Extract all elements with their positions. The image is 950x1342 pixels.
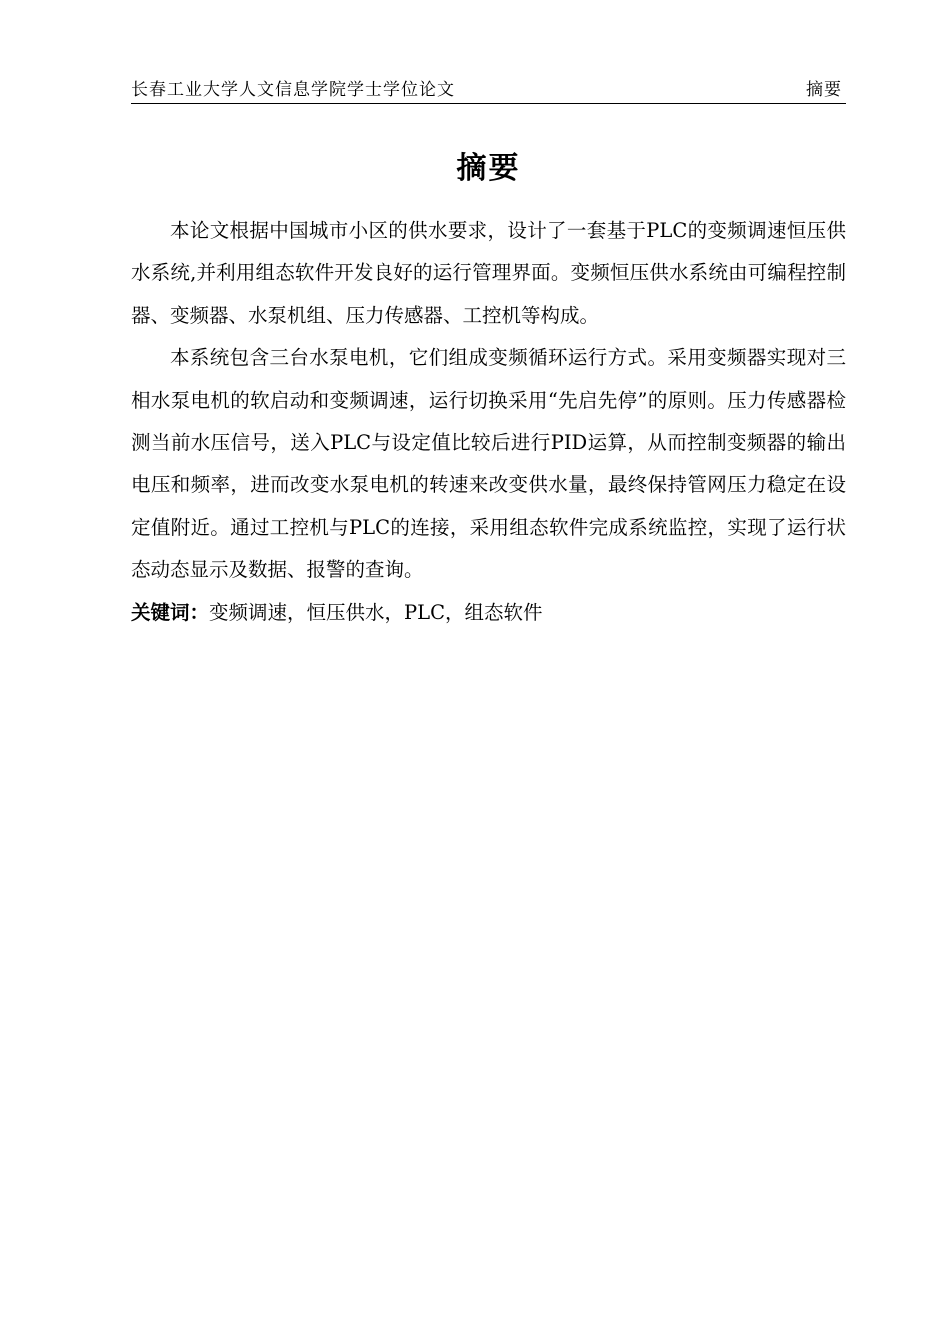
header-section-name: 摘要: [806, 80, 842, 100]
abstract-title: 摘要: [456, 151, 521, 186]
page-header: [131, 78, 846, 104]
keywords-line: [131, 592, 846, 634]
abstract-body: [131, 210, 846, 634]
abstract-paragraph-2: 本系统包含三台水泵电机，它们组成变频循环运行方式。采用变频器实现对三相水泵电机的软启动和变频调速，运行切换采用“先启先停”的原则。压力传感器检测当前水压信号，送入PLC与设定值比较后进行PID运算，从而控制变频器的输出电压和频率，进而改变水泵电机的转速来改变供水量，最终保持管网压力稳定在设定值附近。通过工控机与PLC的连接，采用组态软件完成系统监控，实现了运行状态动态显示及数据、报警的查询。: [131, 346, 846, 582]
keywords-value: 变频调速，恒压供水，PLC，组态软件: [209, 600, 543, 624]
header-thesis-title: 长春工业大学人文信息学院学士学位论文: [131, 80, 455, 100]
abstract-paragraph-1: 本论文根据中国城市小区的供水要求，设计了一套基于PLC的变频调速恒压供水系统,并利用组态软件开发良好的运行管理界面。变频恒压供水系统由可编程控制器、变频器、水泵机组、压力传感器、工控机等构成。: [131, 219, 846, 327]
keywords-label: 关键词：: [131, 600, 210, 624]
